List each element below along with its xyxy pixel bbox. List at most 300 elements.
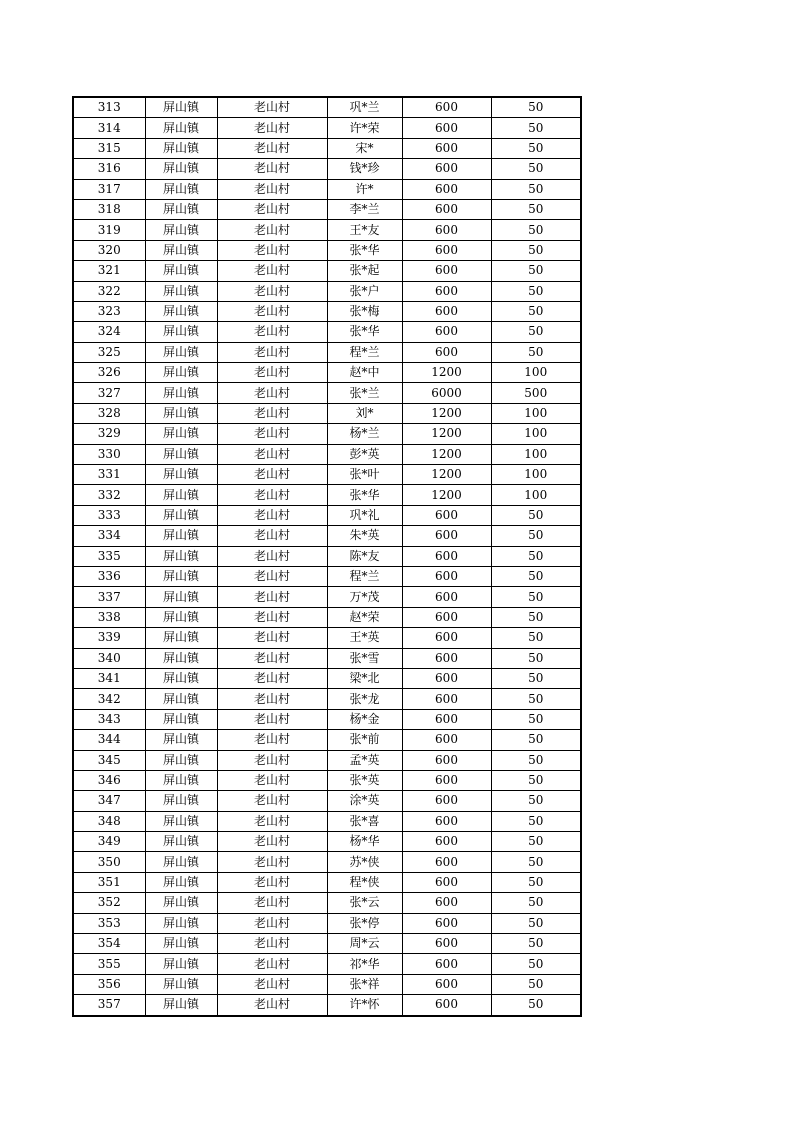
village-cell: 老山村	[217, 301, 327, 321]
name-cell: 张*龙	[327, 689, 402, 709]
row-number-cell: 350	[73, 852, 145, 872]
extra-amount-cell: 50	[491, 954, 581, 974]
village-cell: 老山村	[217, 668, 327, 688]
extra-amount-cell: 50	[491, 893, 581, 913]
amount-cell: 1200	[402, 403, 491, 423]
row-number-cell: 321	[73, 261, 145, 281]
table-row	[73, 668, 581, 688]
name-cell: 孟*英	[327, 750, 402, 770]
village-cell: 老山村	[217, 240, 327, 260]
name-cell: 张*兰	[327, 383, 402, 403]
village-cell: 老山村	[217, 791, 327, 811]
village-cell: 老山村	[217, 424, 327, 444]
town-cell: 屏山镇	[145, 301, 217, 321]
village-cell: 老山村	[217, 199, 327, 219]
amount-cell: 600	[402, 974, 491, 994]
row-number-cell: 326	[73, 363, 145, 383]
name-cell: 梁*北	[327, 668, 402, 688]
extra-amount-cell: 50	[491, 995, 581, 1016]
town-cell: 屏山镇	[145, 342, 217, 362]
row-number-cell: 331	[73, 465, 145, 485]
table-row	[73, 301, 581, 321]
extra-amount-cell: 50	[491, 770, 581, 790]
amount-cell: 600	[402, 811, 491, 831]
extra-amount-cell: 100	[491, 485, 581, 505]
row-number-cell: 329	[73, 424, 145, 444]
amount-cell: 600	[402, 342, 491, 362]
extra-amount-cell: 100	[491, 444, 581, 464]
name-cell: 张*叶	[327, 465, 402, 485]
name-cell: 彭*英	[327, 444, 402, 464]
table-row	[73, 261, 581, 281]
row-number-cell: 341	[73, 668, 145, 688]
town-cell: 屏山镇	[145, 689, 217, 709]
town-cell: 屏山镇	[145, 566, 217, 586]
name-cell: 巩*礼	[327, 505, 402, 525]
village-cell: 老山村	[217, 403, 327, 423]
row-number-cell: 322	[73, 281, 145, 301]
amount-cell: 600	[402, 322, 491, 342]
village-cell: 老山村	[217, 974, 327, 994]
town-cell: 屏山镇	[145, 974, 217, 994]
name-cell: 许*	[327, 179, 402, 199]
table-row	[73, 566, 581, 586]
town-cell: 屏山镇	[145, 505, 217, 525]
row-number-cell: 354	[73, 934, 145, 954]
village-cell: 老山村	[217, 118, 327, 138]
row-number-cell: 319	[73, 220, 145, 240]
town-cell: 屏山镇	[145, 403, 217, 423]
table-row	[73, 995, 581, 1016]
table-row	[73, 138, 581, 158]
amount-cell: 600	[402, 97, 491, 118]
town-cell: 屏山镇	[145, 118, 217, 138]
amount-cell: 600	[402, 159, 491, 179]
extra-amount-cell: 50	[491, 179, 581, 199]
row-number-cell: 325	[73, 342, 145, 362]
amount-cell: 600	[402, 628, 491, 648]
amount-cell: 600	[402, 893, 491, 913]
name-cell: 张*起	[327, 261, 402, 281]
name-cell: 李*兰	[327, 199, 402, 219]
village-cell: 老山村	[217, 832, 327, 852]
name-cell: 祁*华	[327, 954, 402, 974]
town-cell: 屏山镇	[145, 995, 217, 1016]
town-cell: 屏山镇	[145, 526, 217, 546]
extra-amount-cell: 50	[491, 974, 581, 994]
town-cell: 屏山镇	[145, 220, 217, 240]
town-cell: 屏山镇	[145, 322, 217, 342]
amount-cell: 600	[402, 546, 491, 566]
extra-amount-cell: 50	[491, 872, 581, 892]
name-cell: 张*华	[327, 322, 402, 342]
name-cell: 张*前	[327, 730, 402, 750]
town-cell: 屏山镇	[145, 179, 217, 199]
village-cell: 老山村	[217, 587, 327, 607]
amount-cell: 600	[402, 750, 491, 770]
row-number-cell: 316	[73, 159, 145, 179]
name-cell: 张*华	[327, 485, 402, 505]
amount-cell: 600	[402, 179, 491, 199]
amount-cell: 600	[402, 995, 491, 1016]
town-cell: 屏山镇	[145, 791, 217, 811]
extra-amount-cell: 50	[491, 301, 581, 321]
town-cell: 屏山镇	[145, 770, 217, 790]
extra-amount-cell: 50	[491, 220, 581, 240]
extra-amount-cell: 50	[491, 689, 581, 709]
extra-amount-cell: 50	[491, 138, 581, 158]
table-row	[73, 546, 581, 566]
row-number-cell: 344	[73, 730, 145, 750]
table-row	[73, 505, 581, 525]
village-cell: 老山村	[217, 342, 327, 362]
table-row	[73, 485, 581, 505]
amount-cell: 1200	[402, 465, 491, 485]
amount-cell: 600	[402, 281, 491, 301]
amount-cell: 600	[402, 852, 491, 872]
table-row	[73, 852, 581, 872]
table-row	[73, 934, 581, 954]
amount-cell: 600	[402, 770, 491, 790]
town-cell: 屏山镇	[145, 261, 217, 281]
village-cell: 老山村	[217, 730, 327, 750]
row-number-cell: 320	[73, 240, 145, 260]
table-row	[73, 587, 581, 607]
table-row	[73, 383, 581, 403]
town-cell: 屏山镇	[145, 852, 217, 872]
amount-cell: 600	[402, 301, 491, 321]
table-row	[73, 118, 581, 138]
name-cell: 张*雪	[327, 648, 402, 668]
table-row	[73, 709, 581, 729]
village-cell: 老山村	[217, 709, 327, 729]
name-cell: 刘*	[327, 403, 402, 423]
amount-cell: 600	[402, 526, 491, 546]
name-cell: 张*祥	[327, 974, 402, 994]
table-row	[73, 97, 581, 118]
table-row	[73, 791, 581, 811]
extra-amount-cell: 50	[491, 199, 581, 219]
amount-cell: 600	[402, 138, 491, 158]
village-cell: 老山村	[217, 607, 327, 627]
village-cell: 老山村	[217, 138, 327, 158]
name-cell: 张*喜	[327, 811, 402, 831]
extra-amount-cell: 100	[491, 424, 581, 444]
village-cell: 老山村	[217, 97, 327, 118]
town-cell: 屏山镇	[145, 913, 217, 933]
village-cell: 老山村	[217, 363, 327, 383]
name-cell: 陈*友	[327, 546, 402, 566]
row-number-cell: 317	[73, 179, 145, 199]
name-cell: 赵*中	[327, 363, 402, 383]
row-number-cell: 327	[73, 383, 145, 403]
town-cell: 屏山镇	[145, 709, 217, 729]
town-cell: 屏山镇	[145, 934, 217, 954]
row-number-cell: 336	[73, 566, 145, 586]
amount-cell: 600	[402, 220, 491, 240]
extra-amount-cell: 50	[491, 342, 581, 362]
town-cell: 屏山镇	[145, 750, 217, 770]
row-number-cell: 339	[73, 628, 145, 648]
town-cell: 屏山镇	[145, 628, 217, 648]
town-cell: 屏山镇	[145, 240, 217, 260]
extra-amount-cell: 50	[491, 546, 581, 566]
extra-amount-cell: 50	[491, 811, 581, 831]
village-cell: 老山村	[217, 159, 327, 179]
village-cell: 老山村	[217, 689, 327, 709]
amount-cell: 600	[402, 709, 491, 729]
town-cell: 屏山镇	[145, 832, 217, 852]
town-cell: 屏山镇	[145, 607, 217, 627]
town-cell: 屏山镇	[145, 811, 217, 831]
table-row	[73, 363, 581, 383]
table-body	[73, 97, 581, 1016]
extra-amount-cell: 50	[491, 607, 581, 627]
town-cell: 屏山镇	[145, 159, 217, 179]
table-row	[73, 240, 581, 260]
row-number-cell: 352	[73, 893, 145, 913]
village-cell: 老山村	[217, 995, 327, 1016]
amount-cell: 600	[402, 199, 491, 219]
table-row	[73, 607, 581, 627]
amount-cell: 1200	[402, 424, 491, 444]
amount-cell: 600	[402, 832, 491, 852]
row-number-cell: 324	[73, 322, 145, 342]
extra-amount-cell: 100	[491, 403, 581, 423]
table-row	[73, 893, 581, 913]
table-row	[73, 199, 581, 219]
town-cell: 屏山镇	[145, 893, 217, 913]
town-cell: 屏山镇	[145, 546, 217, 566]
row-number-cell: 351	[73, 872, 145, 892]
row-number-cell: 333	[73, 505, 145, 525]
name-cell: 许*荣	[327, 118, 402, 138]
table-row	[73, 179, 581, 199]
row-number-cell: 340	[73, 648, 145, 668]
amount-cell: 6000	[402, 383, 491, 403]
village-cell: 老山村	[217, 383, 327, 403]
town-cell: 屏山镇	[145, 199, 217, 219]
table-row	[73, 689, 581, 709]
table-row	[73, 403, 581, 423]
row-number-cell: 318	[73, 199, 145, 219]
extra-amount-cell: 50	[491, 526, 581, 546]
extra-amount-cell: 100	[491, 465, 581, 485]
town-cell: 屏山镇	[145, 465, 217, 485]
village-cell: 老山村	[217, 872, 327, 892]
village-cell: 老山村	[217, 281, 327, 301]
name-cell: 苏*侠	[327, 852, 402, 872]
town-cell: 屏山镇	[145, 383, 217, 403]
village-cell: 老山村	[217, 852, 327, 872]
row-number-cell: 314	[73, 118, 145, 138]
extra-amount-cell: 100	[491, 363, 581, 383]
amount-cell: 1200	[402, 485, 491, 505]
amount-cell: 600	[402, 648, 491, 668]
table-row	[73, 444, 581, 464]
table-row	[73, 322, 581, 342]
town-cell: 屏山镇	[145, 485, 217, 505]
town-cell: 屏山镇	[145, 872, 217, 892]
amount-cell: 1200	[402, 444, 491, 464]
village-cell: 老山村	[217, 934, 327, 954]
amount-cell: 600	[402, 261, 491, 281]
row-number-cell: 357	[73, 995, 145, 1016]
table-row	[73, 872, 581, 892]
village-cell: 老山村	[217, 505, 327, 525]
village-cell: 老山村	[217, 811, 327, 831]
name-cell: 张*华	[327, 240, 402, 260]
amount-cell: 600	[402, 118, 491, 138]
table-row	[73, 281, 581, 301]
table-row	[73, 750, 581, 770]
name-cell: 王*友	[327, 220, 402, 240]
village-cell: 老山村	[217, 954, 327, 974]
extra-amount-cell: 50	[491, 628, 581, 648]
row-number-cell: 328	[73, 403, 145, 423]
town-cell: 屏山镇	[145, 648, 217, 668]
extra-amount-cell: 50	[491, 709, 581, 729]
amount-cell: 600	[402, 566, 491, 586]
amount-cell: 600	[402, 791, 491, 811]
town-cell: 屏山镇	[145, 587, 217, 607]
table-row	[73, 913, 581, 933]
table-row	[73, 954, 581, 974]
row-number-cell: 335	[73, 546, 145, 566]
extra-amount-cell: 50	[491, 913, 581, 933]
village-cell: 老山村	[217, 322, 327, 342]
extra-amount-cell: 50	[491, 566, 581, 586]
row-number-cell: 343	[73, 709, 145, 729]
name-cell: 程*兰	[327, 566, 402, 586]
extra-amount-cell: 50	[491, 648, 581, 668]
name-cell: 宋*	[327, 138, 402, 158]
town-cell: 屏山镇	[145, 138, 217, 158]
extra-amount-cell: 500	[491, 383, 581, 403]
name-cell: 涂*英	[327, 791, 402, 811]
amount-cell: 600	[402, 730, 491, 750]
town-cell: 屏山镇	[145, 97, 217, 118]
town-cell: 屏山镇	[145, 730, 217, 750]
village-cell: 老山村	[217, 261, 327, 281]
extra-amount-cell: 50	[491, 730, 581, 750]
table-row	[73, 220, 581, 240]
table-row	[73, 526, 581, 546]
table-row	[73, 770, 581, 790]
village-cell: 老山村	[217, 750, 327, 770]
row-number-cell: 330	[73, 444, 145, 464]
amount-cell: 600	[402, 954, 491, 974]
town-cell: 屏山镇	[145, 363, 217, 383]
row-number-cell: 347	[73, 791, 145, 811]
row-number-cell: 346	[73, 770, 145, 790]
row-number-cell: 337	[73, 587, 145, 607]
name-cell: 张*停	[327, 913, 402, 933]
name-cell: 程*兰	[327, 342, 402, 362]
name-cell: 巩*兰	[327, 97, 402, 118]
table-row	[73, 465, 581, 485]
data-table	[72, 96, 582, 1017]
village-cell: 老山村	[217, 444, 327, 464]
amount-cell: 600	[402, 587, 491, 607]
village-cell: 老山村	[217, 485, 327, 505]
village-cell: 老山村	[217, 220, 327, 240]
row-number-cell: 313	[73, 97, 145, 118]
town-cell: 屏山镇	[145, 424, 217, 444]
row-number-cell: 353	[73, 913, 145, 933]
extra-amount-cell: 50	[491, 668, 581, 688]
table-row	[73, 730, 581, 750]
extra-amount-cell: 50	[491, 97, 581, 118]
row-number-cell: 323	[73, 301, 145, 321]
town-cell: 屏山镇	[145, 954, 217, 974]
amount-cell: 600	[402, 934, 491, 954]
village-cell: 老山村	[217, 628, 327, 648]
extra-amount-cell: 50	[491, 791, 581, 811]
row-number-cell: 349	[73, 832, 145, 852]
name-cell: 杨*金	[327, 709, 402, 729]
table-row	[73, 424, 581, 444]
row-number-cell: 342	[73, 689, 145, 709]
extra-amount-cell: 50	[491, 159, 581, 179]
name-cell: 钱*珍	[327, 159, 402, 179]
name-cell: 许*怀	[327, 995, 402, 1016]
name-cell: 杨*兰	[327, 424, 402, 444]
name-cell: 张*英	[327, 770, 402, 790]
town-cell: 屏山镇	[145, 668, 217, 688]
row-number-cell: 332	[73, 485, 145, 505]
extra-amount-cell: 50	[491, 281, 581, 301]
row-number-cell: 315	[73, 138, 145, 158]
name-cell: 朱*英	[327, 526, 402, 546]
table-row	[73, 832, 581, 852]
extra-amount-cell: 50	[491, 832, 581, 852]
extra-amount-cell: 50	[491, 261, 581, 281]
village-cell: 老山村	[217, 566, 327, 586]
row-number-cell: 334	[73, 526, 145, 546]
extra-amount-cell: 50	[491, 750, 581, 770]
row-number-cell: 345	[73, 750, 145, 770]
village-cell: 老山村	[217, 648, 327, 668]
amount-cell: 1200	[402, 363, 491, 383]
extra-amount-cell: 50	[491, 505, 581, 525]
village-cell: 老山村	[217, 465, 327, 485]
village-cell: 老山村	[217, 913, 327, 933]
village-cell: 老山村	[217, 546, 327, 566]
amount-cell: 600	[402, 872, 491, 892]
village-cell: 老山村	[217, 179, 327, 199]
amount-cell: 600	[402, 668, 491, 688]
amount-cell: 600	[402, 689, 491, 709]
town-cell: 屏山镇	[145, 281, 217, 301]
extra-amount-cell: 50	[491, 852, 581, 872]
village-cell: 老山村	[217, 893, 327, 913]
name-cell: 万*茂	[327, 587, 402, 607]
table-row	[73, 159, 581, 179]
extra-amount-cell: 50	[491, 118, 581, 138]
extra-amount-cell: 50	[491, 587, 581, 607]
extra-amount-cell: 50	[491, 240, 581, 260]
row-number-cell: 348	[73, 811, 145, 831]
amount-cell: 600	[402, 505, 491, 525]
name-cell: 赵*荣	[327, 607, 402, 627]
village-cell: 老山村	[217, 770, 327, 790]
name-cell: 张*云	[327, 893, 402, 913]
amount-cell: 600	[402, 913, 491, 933]
amount-cell: 600	[402, 240, 491, 260]
table-row	[73, 628, 581, 648]
name-cell: 程*侠	[327, 872, 402, 892]
